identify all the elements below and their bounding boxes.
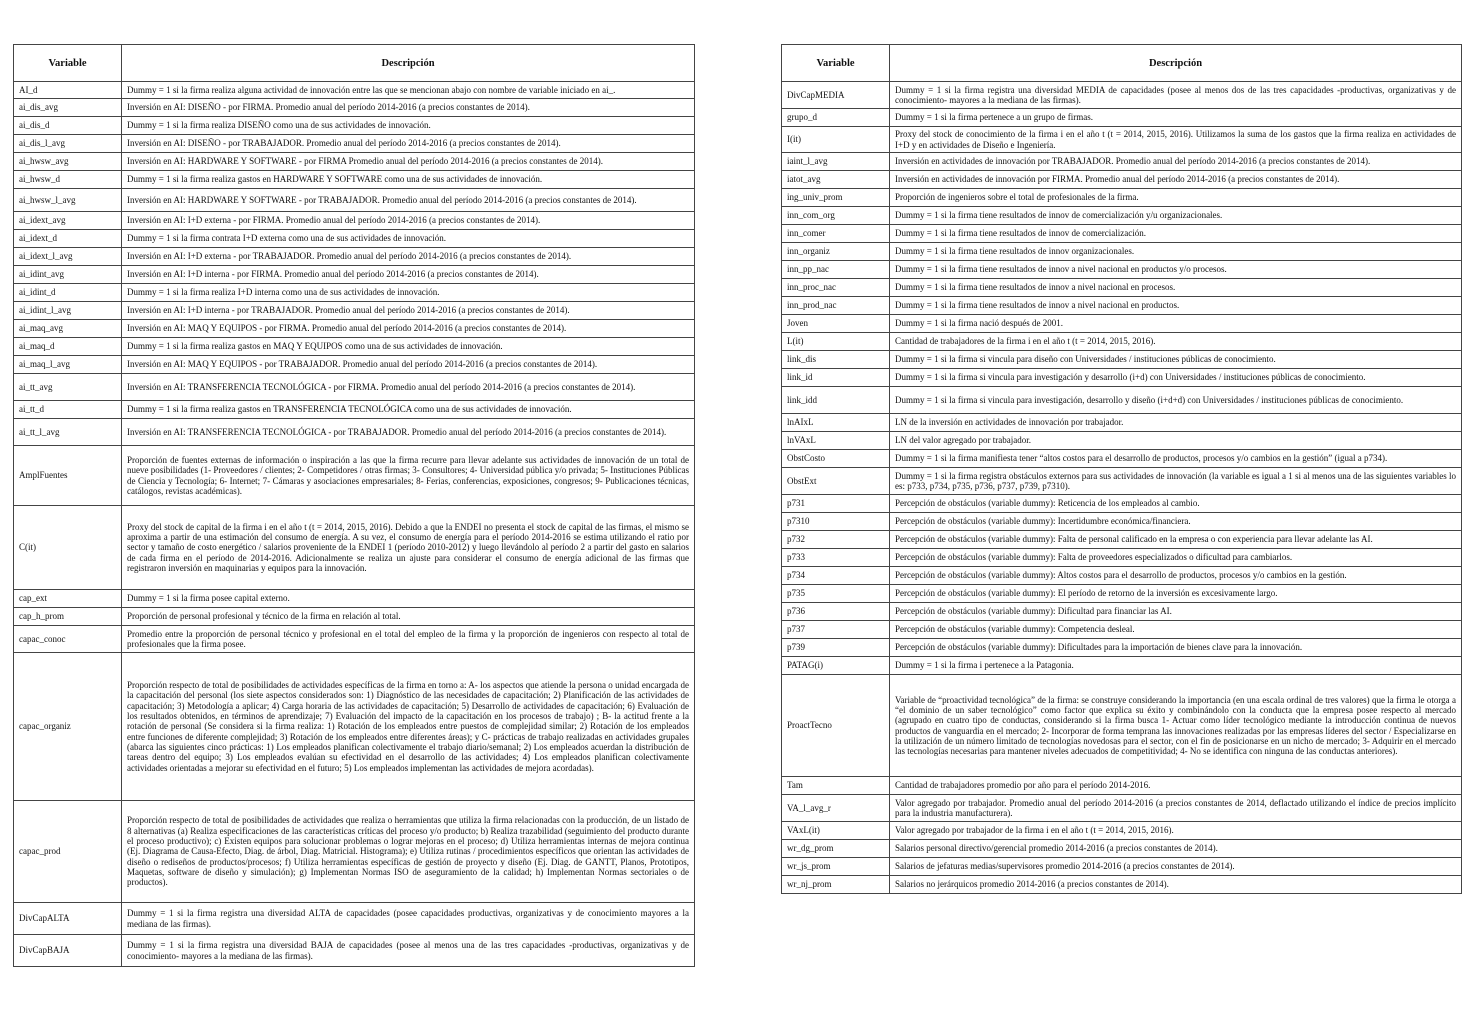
variable-name-cell: p737 (782, 621, 890, 639)
variable-name-cell: p731 (782, 495, 890, 513)
description-cell: Percepción de obstáculos (variable dummy): El período de retorno de la inversión es excesivamente largo. (890, 585, 1462, 603)
table-row (782, 225, 1462, 243)
description-cell: Inversión en AI: MAQ Y EQUIPOS - por FIRMA. Promedio anual del período 2014-2016 (a precios constantes de 2014). (122, 320, 695, 338)
variable-name-cell: lnVAxL (782, 432, 890, 450)
variable-name-cell: AmplFuentes (14, 446, 122, 506)
description-cell: Percepción de obstáculos (variable dummy): Falta de proveedores especializados o dificultad para cambiarlos. (890, 549, 1462, 567)
variable-name-cell: capac_prod (14, 801, 122, 903)
variable-name-cell: ai_idint_d (14, 284, 122, 302)
description-cell: Dummy = 1 si la firma realiza gastos en TRANSFERENCIA TECNOLÓGICA como una de sus actividades de innovación. (122, 401, 695, 419)
variable-name-cell: ai_idext_avg (14, 212, 122, 230)
table-row (14, 320, 695, 338)
table-row (14, 189, 695, 212)
description-cell: Promedio entre la proporción de personal técnico y profesional en el total del empleo de la firma y la proporción de ingenieros con respecto al total de profesionales que la firma posee. (122, 626, 695, 653)
variable-name-cell: AI_d (14, 82, 122, 99)
variables-table-left (13, 44, 695, 967)
description-cell: LN del valor agregado por trabajador. (890, 432, 1462, 450)
variable-name-cell: grupo_d (782, 109, 890, 127)
table-row (782, 450, 1462, 468)
variable-name-cell: I(it) (782, 127, 890, 153)
table-row (782, 822, 1462, 840)
description-cell: Percepción de obstáculos (variable dummy): Incertidumbre económica/financiera. (890, 513, 1462, 531)
table-row (14, 171, 695, 189)
variable-name-cell: p735 (782, 585, 890, 603)
table-row (782, 513, 1462, 531)
table-row (782, 414, 1462, 432)
variable-name-cell: inn_organiz (782, 243, 890, 261)
variable-name-cell: VAxL(it) (782, 822, 890, 840)
description-cell: Dummy = 1 si la firma realiza alguna actividad de innovación entre las que se mencionan abajo con nombre de variable iniciado en ai_. (122, 82, 695, 99)
table-row (782, 189, 1462, 207)
table-row (782, 840, 1462, 858)
description-cell: Dummy = 1 si la firma registra obstáculos externos para sus actividades de innovación (la variable es igual a 1 si al menos una de las siguientes variables lo es: p733, p734, p735, p736, p737, p739, p7310). (890, 468, 1462, 495)
table-row (782, 621, 1462, 639)
description-cell: Dummy = 1 si la firma tiene resultados de innov de comercialización. (890, 225, 1462, 243)
table-row (782, 315, 1462, 333)
variable-name-cell: ai_tt_d (14, 401, 122, 419)
table-row (14, 248, 695, 266)
variable-name-cell: Tam (782, 777, 890, 795)
variable-name-cell: link_idd (782, 387, 890, 414)
variable-name-cell: ProactTecno (782, 675, 890, 777)
description-cell: Dummy = 1 si la firma si vincula para investigación y desarrollo (i+d) con Universidades / instituciones públicas de conocimiento. (890, 369, 1462, 387)
table-row (14, 903, 695, 935)
variable-header: Variable (14, 45, 122, 82)
description-header: Descripción (122, 45, 695, 82)
table-row (14, 338, 695, 356)
table-row (782, 207, 1462, 225)
description-cell: Cantidad de trabajadores de la firma i en el año t (t = 2014, 2015, 2016). (890, 333, 1462, 351)
table-row (14, 266, 695, 284)
variable-name-cell: p739 (782, 639, 890, 657)
description-cell: LN de la inversión en actividades de innovación por trabajador. (890, 414, 1462, 432)
description-cell: Percepción de obstáculos (variable dummy): Competencia desleal. (890, 621, 1462, 639)
table-row (14, 446, 695, 506)
variable-name-cell: DivCapMEDIA (782, 82, 890, 109)
table-row (782, 243, 1462, 261)
description-cell: Dummy = 1 si la firma pertenece a un grupo de firmas. (890, 109, 1462, 127)
table-row (782, 127, 1462, 153)
table-body (14, 82, 695, 967)
variable-name-cell: ai_idint_l_avg (14, 302, 122, 320)
description-cell: Inversión en AI: DISEÑO - por FIRMA. Promedio anual del período 2014-2016 (a precios constantes de 2014). (122, 99, 695, 117)
description-cell: Dummy = 1 si la firma manifiesta tener “altos costos para el desarrollo de productos, procesos y/o cambios en la gestión” (igual a p734). (890, 450, 1462, 468)
table-row (14, 506, 695, 590)
variable-name-cell: ai_hwsw_d (14, 171, 122, 189)
variable-name-cell: wr_js_prom (782, 858, 890, 876)
table-row (782, 657, 1462, 675)
variable-name-cell: p733 (782, 549, 890, 567)
table-row (14, 801, 695, 903)
description-cell: Inversión en AI: TRANSFERENCIA TECNOLÓGICA - por TRABAJADOR. Promedio anual del período 2014-2016 (a precios constantes de 2014). (122, 419, 695, 446)
description-cell: Dummy = 1 si la firma realiza gastos en MAQ Y EQUIPOS como una de sus actividades de innovación. (122, 338, 695, 356)
description-cell: Percepción de obstáculos (variable dummy): Falta de personal calificado en la empresa o con experiencia para llevar adelante las AI. (890, 531, 1462, 549)
variable-name-cell: DivCapBAJA (14, 935, 122, 967)
variables-table-right (781, 44, 1462, 894)
table-row (14, 935, 695, 967)
table-row (782, 333, 1462, 351)
description-cell: Inversión en AI: I+D externa - por FIRMA. Promedio anual del período 2014-2016 (a precios constantes de 2014). (122, 212, 695, 230)
variable-name-cell: ai_maq_d (14, 338, 122, 356)
variable-name-cell: p732 (782, 531, 890, 549)
variable-name-cell: inn_comer (782, 225, 890, 243)
description-cell: Dummy = 1 si la firma i pertenece a la Patagonia. (890, 657, 1462, 675)
table-row (14, 99, 695, 117)
variable-name-cell: ai_idint_avg (14, 266, 122, 284)
table-row (782, 369, 1462, 387)
description-cell: Dummy = 1 si la firma registra una diversidad ALTA de capacidades (posee capacidades productivas, organizativas y de conocimiento mayores a la mediana de las firmas). (122, 903, 695, 935)
description-cell: Inversión en AI: TRANSFERENCIA TECNOLÓGICA - por FIRMA. Promedio anual del período 2014-2016 (a precios constantes de 2014). (122, 374, 695, 401)
description-cell: Proporción de ingenieros sobre el total de profesionales de la firma. (890, 189, 1462, 207)
table-row (782, 531, 1462, 549)
variable-name-cell: ai_tt_avg (14, 374, 122, 401)
description-header: Descripción (890, 45, 1462, 82)
table-row (14, 608, 695, 626)
description-cell: Inversión en AI: I+D interna - por FIRMA. Promedio anual del período 2014-2016 (a precios constantes de 2014). (122, 266, 695, 284)
table-row (14, 374, 695, 401)
variable-name-cell: link_dis (782, 351, 890, 369)
variable-name-cell: inn_com_org (782, 207, 890, 225)
description-cell: Dummy = 1 si la firma tiene resultados de innov a nivel nacional en procesos. (890, 279, 1462, 297)
table-row (782, 153, 1462, 171)
variable-name-cell: inn_prod_nac (782, 297, 890, 315)
table-row (782, 585, 1462, 603)
description-cell: Inversión en actividades de innovación por FIRMA. Promedio anual del período 2014-2016 (a precios constantes de 2014). (890, 171, 1462, 189)
table-row (14, 212, 695, 230)
table-row (14, 401, 695, 419)
table-row (14, 590, 695, 608)
description-cell: Dummy = 1 si la firma registra una diversidad MEDIA de capacidades (posee al menos dos de las tres capacidades -productivas, organizativas y de conocimiento- mayores a la mediana de las firmas). (890, 82, 1462, 109)
variable-name-cell: wr_dg_prom (782, 840, 890, 858)
table-row (14, 135, 695, 153)
table-row (782, 876, 1462, 894)
table-row (782, 468, 1462, 495)
description-cell: Salarios de jefaturas medias/supervisores promedio 2014-2016 (a precios constantes de 2014). (890, 858, 1462, 876)
table-row (14, 653, 695, 801)
description-cell: Valor agregado por trabajador de la firma i en el año t (t = 2014, 2015, 2016). (890, 822, 1462, 840)
table-row (782, 858, 1462, 876)
variable-name-cell: ai_idext_l_avg (14, 248, 122, 266)
variable-name-cell: Joven (782, 315, 890, 333)
table-row (14, 626, 695, 653)
table-row (782, 567, 1462, 585)
description-cell: Inversión en actividades de innovación por TRABAJADOR. Promedio anual del período 2014-2016 (a precios constantes de 2014). (890, 153, 1462, 171)
variable-name-cell: capac_conoc (14, 626, 122, 653)
description-cell: Dummy = 1 si la firma posee capital externo. (122, 590, 695, 608)
description-cell: Dummy = 1 si la firma si vincula para diseño con Universidades / instituciones públicas de conocimiento. (890, 351, 1462, 369)
description-cell: Dummy = 1 si la firma realiza I+D interna como una de sus actividades de innovación. (122, 284, 695, 302)
description-cell: Proxy del stock de conocimiento de la firma i en el año t (t = 2014, 2015, 2016). Utilizamos la suma de los gastos que la firma realiza en actividades de I+D y en actividades de Diseño e Ingeniería. (890, 127, 1462, 153)
description-cell: Dummy = 1 si la firma tiene resultados de innov organizacionales. (890, 243, 1462, 261)
description-cell: Dummy = 1 si la firma nació después de 2001. (890, 315, 1462, 333)
variable-name-cell: ai_dis_l_avg (14, 135, 122, 153)
description-cell: Proxy del stock de capital de la firma i en el año t (t = 2014, 2015, 2016). Debido a que la ENDEI no presenta el stock de capital de las firmas, el mismo se aproxima a partir de una estimación del consumo de energía. A su vez, el consumo de energía para el período 2014-2016 se estima utilizando el ratio por sector y tamaño de costo energético / salarios proveniente de la ENDEI 1 (período 2010-2012) y luego llevándolo al período 2 a partir del gasto en salarios de cada firma en el período de 2014-2016. Adicionalmente se realiza un ajuste para considerar el consumo de energía adicional de las firmas que registraron inversión en maquinarias y equipos para la innovación. (122, 506, 695, 590)
variable-name-cell: ai_hwsw_l_avg (14, 189, 122, 212)
variable-name-cell: p7310 (782, 513, 890, 531)
description-cell: Dummy = 1 si la firma tiene resultados de innov a nivel nacional en productos. (890, 297, 1462, 315)
description-cell: Valor agregado por trabajador. Promedio anual del período 2014-2016 (a precios constantes de 2014, deflactado utilizando el índice de precios implícito para la industria manufacturera). (890, 795, 1462, 822)
variable-name-cell: wr_nj_prom (782, 876, 890, 894)
variable-header: Variable (782, 45, 890, 82)
table-row (782, 82, 1462, 109)
description-cell: Proporción respecto de total de posibilidades de actividades específicas de la firma en torno a: A- los aspectos que atiende la persona o unidad encargada de la capacitación del personal (los siete aspectos considerados son: 1) Diagnóstico de las necesidades de capacitación; 2) Planificación de las actividades de capacitación; 3) Metodología a aplicar; 4) Carga horaria de las actividades de capacitación; 5) Desarrollo de actividades de capacitación; 6) Evaluación de los resultados obtenidos, en términos de aprendizaje; 7) Evaluación del impacto de la capacitación en los procesos de trabajo) ; B- la actitud frente a la rotación de personal (Se considera si la firma realiza: 1) Rotación de los empleados entre puestos de complejidad similar; 2) Rotación de los empleados entre funciones de diferente complejidad; 3) Rotación de los empleados entre diferentes áreas); y C- prácticas de trabajo realizadas en actividades grupales (abarca las siguientes cinco prácticas: 1) Los empleados planifican colectivamente el trabajo diario/semanal; 2) Los empleados acuerdan la distribución de tareas dentro del equipo; 3) Los empleados evalúan su efectividad en el desarrollo de las actividades; 4) Los empleados planifican colectivamente actividades orientadas a mejorar su efectividad en el futuro; 5) Los empleados implementan las actividades de mejora acordadas). (122, 653, 695, 801)
description-cell: Dummy = 1 si la firma contrata I+D externa como una de sus actividades de innovación. (122, 230, 695, 248)
description-cell: Dummy = 1 si la firma realiza DISEÑO como una de sus actividades de innovación. (122, 117, 695, 135)
description-cell: Dummy = 1 si la firma registra una diversidad BAJA de capacidades (posee al menos una de las tres capacidades -productivas, organizativas y de conocimiento- mayores a la mediana de las firmas). (122, 935, 695, 967)
description-cell: Variable de “proactividad tecnológica” de la firma: se construye considerando la importancia (en una escala ordinal de tres valores) que la firma le otorga a “el dominio de un saber tecnológico” como factor que explica su éxito y combinándolo con la conducta que la empresa posee respecto al mercado (agrupado en cuatro tipo de conductas, considerando si la firma busca 1- Actuar como líder tecnológico mediante la introducción continua de nuevos productos de vanguardia en el mercado; 2- Incorporar de forma temprana las innovaciones realizadas por las empresas líderes del sector / Especializarse en la utilización de un número limitado de tecnologías novedosas para el sector, con el fin de posicionarse en un nicho de mercado; 3- Adquirir en el mercado las tecnologías necesarias para mantener niveles adecuados de competitividad; 4- No se identifica con ninguna de las conductas anteriores). (890, 675, 1462, 777)
table-row (782, 387, 1462, 414)
table-row (14, 153, 695, 171)
description-cell: Dummy = 1 si la firma tiene resultados de innov a nivel nacional en productos y/o procesos. (890, 261, 1462, 279)
variable-name-cell: iatot_avg (782, 171, 890, 189)
variable-name-cell: capac_organiz (14, 653, 122, 801)
description-cell: Dummy = 1 si la firma tiene resultados de innov de comercialización y/u organizacionales. (890, 207, 1462, 225)
table-row (782, 549, 1462, 567)
table-body (782, 82, 1462, 894)
table-row (782, 279, 1462, 297)
description-cell: Dummy = 1 si la firma si vincula para investigación, desarrollo y diseño (i+d+d) con Universidades / instituciones públicas de conocimiento. (890, 387, 1462, 414)
variable-name-cell: link_id (782, 369, 890, 387)
variable-name-cell: ing_univ_prom (782, 189, 890, 207)
table-row (14, 284, 695, 302)
variable-name-cell: cap_h_prom (14, 608, 122, 626)
variable-name-cell: inn_pp_nac (782, 261, 890, 279)
variable-name-cell: VA_l_avg_r (782, 795, 890, 822)
description-cell: Proporción de fuentes externas de información o inspiración a las que la firma recurre para llevar adelante sus actividades de innovación de un total de nueve posibilidades (1- Proveedores / clientes; 2- Competidores / otras firmas; 3- Consultores; 4- Universidad pública y/o privada; 5- Instituciones Públicas de Ciencia y Tecnología; 6- Internet; 7- Cámaras y asociaciones empresariales; 8- Ferias, conferencias, exposiciones, congresos; 9- Publicaciones técnicas, catálogos, revistas académicas). (122, 446, 695, 506)
table-row (782, 777, 1462, 795)
description-cell: Percepción de obstáculos (variable dummy): Dificultad para financiar las AI. (890, 603, 1462, 621)
description-cell: Inversión en AI: I+D interna - por TRABAJADOR. Promedio anual del período 2014-2016 (a precios constantes de 2014). (122, 302, 695, 320)
variable-name-cell: C(it) (14, 506, 122, 590)
description-cell: Dummy = 1 si la firma realiza gastos en HARDWARE Y SOFTWARE como una de sus actividades de innovación. (122, 171, 695, 189)
description-cell: Inversión en AI: DISEÑO - por TRABAJADOR. Promedio anual del período 2014-2016 (a precios constantes de 2014). (122, 135, 695, 153)
table-row (14, 82, 695, 99)
table-row (782, 171, 1462, 189)
table-row (782, 639, 1462, 657)
variable-name-cell: ai_tt_l_avg (14, 419, 122, 446)
variable-name-cell: iaint_l_avg (782, 153, 890, 171)
table-row (14, 356, 695, 374)
table-header-row (782, 45, 1462, 82)
description-cell: Cantidad de trabajadores promedio por año para el período 2014-2016. (890, 777, 1462, 795)
variable-name-cell: ai_hwsw_avg (14, 153, 122, 171)
table-row (782, 795, 1462, 822)
variable-name-cell: ai_dis_d (14, 117, 122, 135)
table-row (782, 495, 1462, 513)
table-row (14, 419, 695, 446)
table-header-row (14, 45, 695, 82)
description-cell: Salarios no jerárquicos promedio 2014-2016 (a precios constantes de 2014). (890, 876, 1462, 894)
variable-name-cell: PATAG(i) (782, 657, 890, 675)
table-row (782, 603, 1462, 621)
variable-name-cell: ObstExt (782, 468, 890, 495)
description-cell: Inversión en AI: HARDWARE Y SOFTWARE - por TRABAJADOR. Promedio anual del período 2014-2016 (a precios constantes de 2014). (122, 189, 695, 212)
description-cell: Percepción de obstáculos (variable dummy): Dificultades para la importación de bienes clave para la innovación. (890, 639, 1462, 657)
description-cell: Inversión en AI: HARDWARE Y SOFTWARE - por FIRMA Promedio anual del período 2014-2016 (a precios constantes de 2014). (122, 153, 695, 171)
description-cell: Proporción respecto de total de posibilidades de actividades que realiza o herramientas que utiliza la firma relacionadas con la producción, de un listado de 8 alternativas (a) Realiza especificaciones de las características críticas del proceso y/o producto; b) Realiza trazabilidad (seguimiento del producto durante el proceso productivo); c) Existen equipos para solucionar problemas o lograr mejoras en el proceso; d) Utiliza herramientas internas de mejora continua (Ej. Diagrama de Causa-Efecto, Diag. de árbol, Diag. Matricial. Histograma); e) Utiliza rutinas / procedimientos específicos que orientan las actividades de diseño o rediseños de productos/procesos; f) Utiliza herramientas específicas de gestión de proyecto y diseño (Ej. Diag. de GANTT, Planos, Prototipos, Maquetas, software de diseño y simulación); g) Implementan Normas ISO de aseguramiento de la calidad; h) Implementan Normas sectoriales o de productos). (122, 801, 695, 903)
variable-name-cell: ai_idext_d (14, 230, 122, 248)
variable-name-cell: lnAIxL (782, 414, 890, 432)
table-row (782, 675, 1462, 777)
description-cell: Salarios personal directivo/gerencial promedio 2014-2016 (a precios constantes de 2014). (890, 840, 1462, 858)
table-row (14, 117, 695, 135)
variable-name-cell: ai_maq_l_avg (14, 356, 122, 374)
table-row (782, 109, 1462, 127)
description-cell: Percepción de obstáculos (variable dummy): Altos costos para el desarrollo de productos, procesos y/o cambios en la gestión. (890, 567, 1462, 585)
table-row (14, 302, 695, 320)
table-row (782, 351, 1462, 369)
variable-name-cell: ai_maq_avg (14, 320, 122, 338)
table-row (782, 261, 1462, 279)
variable-name-cell: ai_dis_avg (14, 99, 122, 117)
variable-name-cell: inn_proc_nac (782, 279, 890, 297)
variable-name-cell: DivCapALTA (14, 903, 122, 935)
variable-name-cell: p736 (782, 603, 890, 621)
description-cell: Inversión en AI: MAQ Y EQUIPOS - por TRABAJADOR. Promedio anual del período 2014-2016 (a precios constantes de 2014). (122, 356, 695, 374)
table-row (782, 297, 1462, 315)
variable-name-cell: p734 (782, 567, 890, 585)
table-row (782, 432, 1462, 450)
description-cell: Proporción de personal profesional y técnico de la firma en relación al total. (122, 608, 695, 626)
description-cell: Inversión en AI: I+D externa - por TRABAJADOR. Promedio anual del período 2014-2016 (a precios constantes de 2014). (122, 248, 695, 266)
variable-name-cell: ObstCosto (782, 450, 890, 468)
table-row (14, 230, 695, 248)
variable-name-cell: L(it) (782, 333, 890, 351)
variable-name-cell: cap_ext (14, 590, 122, 608)
description-cell: Percepción de obstáculos (variable dummy): Reticencia de los empleados al cambio. (890, 495, 1462, 513)
